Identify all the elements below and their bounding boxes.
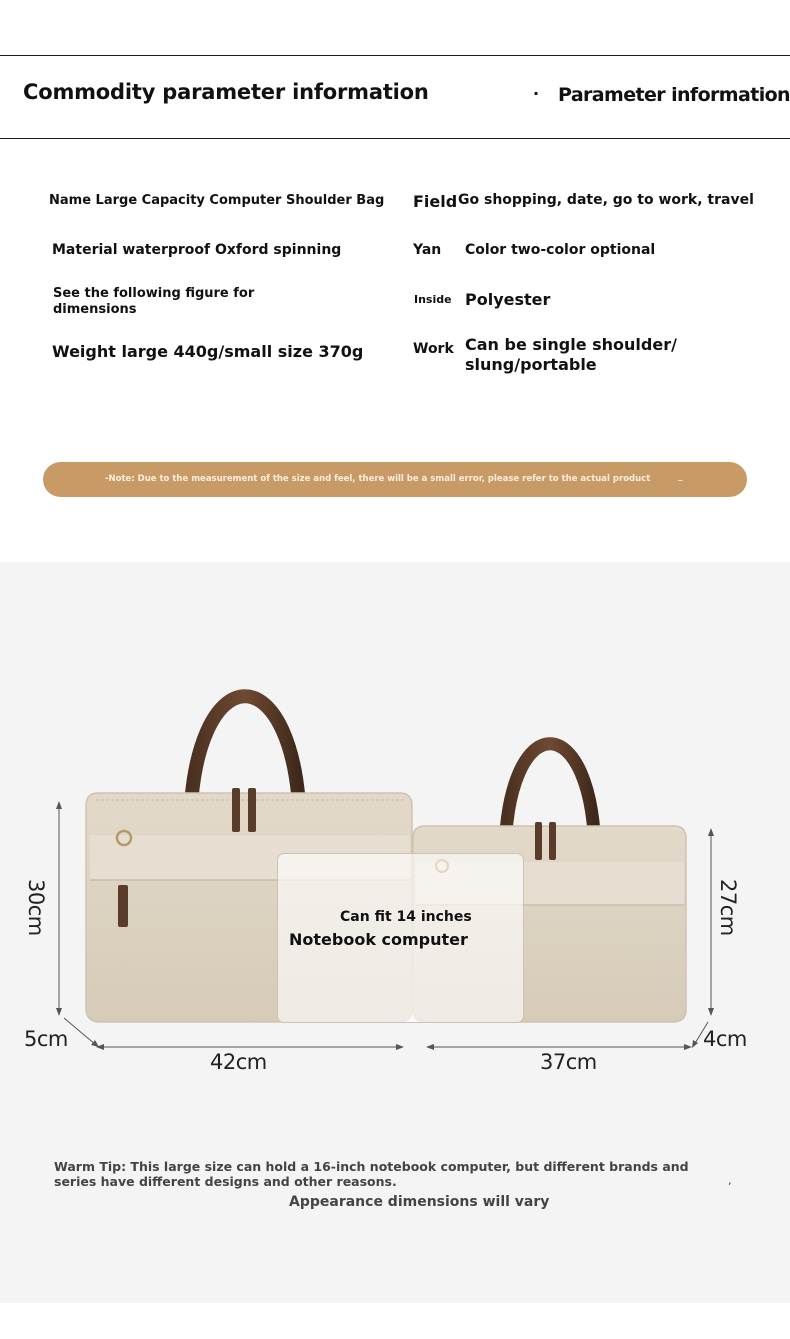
param-material: Material waterproof Oxford spinning: [52, 242, 342, 258]
page-title: Commodity parameter information: [23, 80, 429, 104]
param-field-label: Field: [413, 192, 458, 211]
appearance-note: Appearance dimensions will vary: [289, 1194, 550, 1210]
param-yan-label: Yan: [413, 242, 442, 258]
param-work-value-line2: slung/portable: [465, 355, 597, 374]
large-height-label: 30cm: [24, 879, 48, 936]
header-divider: [0, 138, 790, 139]
small-width-label: 37cm: [540, 1050, 597, 1074]
param-weight: Weight large 440g/small size 370g: [52, 342, 364, 361]
note-dash: _: [678, 472, 683, 482]
param-inside-label: Inside: [414, 293, 452, 306]
large-depth-label: 5cm: [24, 1027, 68, 1051]
param-inside-value: Polyester: [465, 290, 551, 309]
warm-tip: Warm Tip: This large size can hold a 16-inch notebook computer, but different brands and series have different designs and other reasons.: [54, 1159, 689, 1189]
param-dimensions-line1: See the following figure for: [53, 286, 255, 301]
param-name: Name Large Capacity Computer Shoulder Bag: [49, 193, 385, 208]
param-yan-value: Color two-color optional: [465, 242, 656, 258]
warm-tip-comma: ,: [728, 1174, 732, 1187]
section-subtitle: Parameter information: [558, 84, 790, 106]
fit-text-line2: Notebook computer: [289, 930, 468, 949]
title-bullet: ·: [533, 84, 540, 103]
fit-text-line1: Can fit 14 inches: [340, 909, 472, 925]
param-work-label: Work: [413, 341, 454, 357]
param-field-value: Go shopping, date, go to work, travel: [458, 192, 754, 208]
top-divider: [0, 55, 790, 56]
small-height-label: 27cm: [716, 879, 740, 936]
small-depth-label: 4cm: [703, 1027, 747, 1051]
note-text: -Note: Due to the measurement of the size and feel, there will be a small error, please refer to the actual product: [105, 474, 651, 484]
large-width-label: 42cm: [210, 1050, 267, 1074]
param-work-value-line1: Can be single shoulder/: [465, 335, 677, 354]
param-dimensions-line2: dimensions: [53, 302, 137, 317]
